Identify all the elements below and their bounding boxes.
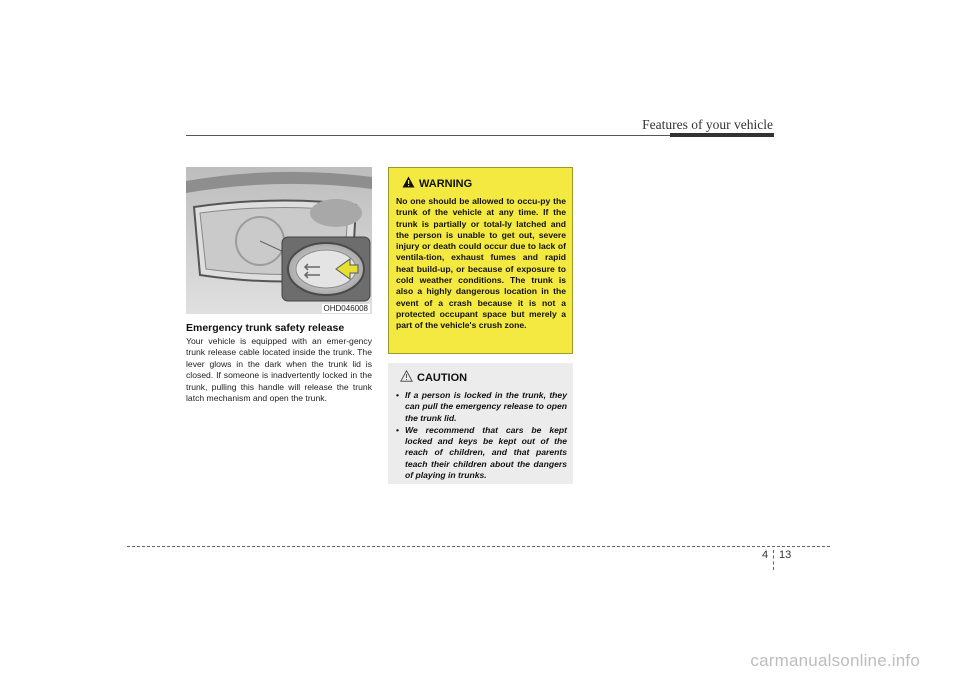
section-heading: Emergency trunk safety release	[186, 322, 345, 334]
warning-box	[388, 167, 573, 354]
caution-title: CAUTION	[417, 372, 468, 384]
section-title: Features of your vehicle	[642, 117, 773, 132]
page-number: 13	[779, 549, 792, 561]
footer-rule	[127, 546, 830, 547]
trunk-release-illustration	[186, 167, 372, 314]
figure-code: OHD046008	[323, 304, 368, 313]
warning-text: No one should be allowed to occu-py the trunk of the vehicle at any time. If the trunk is partially or total-ly latched and the person is unable to get out, severe injury or death could occur due to lack of ventila-tion, exhaust fumes and rapid heat build-up, or because of exposure to cold weather conditions. The trunk is also a highly dangerous location in the event of a crash because it is not a protected occupant space but merely a part of the vehicle's crush zone.	[396, 196, 566, 331]
header-rule-accent	[670, 133, 774, 137]
caution-list	[394, 390, 567, 481]
caution-item-locked-person: • If a person is locked in the trunk, they can pull the emergency release to open the trunk lid.	[394, 390, 567, 424]
page-separator	[773, 550, 774, 570]
warning-title: WARNING	[419, 178, 473, 190]
trunk-release-figure	[186, 167, 372, 314]
caution-triangle-icon	[400, 369, 413, 387]
warning-triangle-icon	[402, 175, 415, 193]
chapter-number: 4	[762, 549, 769, 561]
caution-item-keep-locked: • We recommend that cars be kept locked and keys be kept out of the reach of children, and that parents teach their children about the dangers of playing in trunks.	[394, 425, 567, 481]
caution-box	[388, 363, 573, 484]
watermark[interactable]: carmanualsonline.info	[750, 651, 920, 670]
body-paragraph: Your vehicle is equipped with an emer-gency trunk release cable located inside the trunk. The lever glows in the dark when the trunk lid is closed. If someone is inadvertently locked in the trunk, pulling this handle will release the trunk latch mechanism and open the trunk.	[186, 336, 372, 404]
caution-header	[400, 369, 567, 387]
warning-header	[402, 175, 566, 193]
